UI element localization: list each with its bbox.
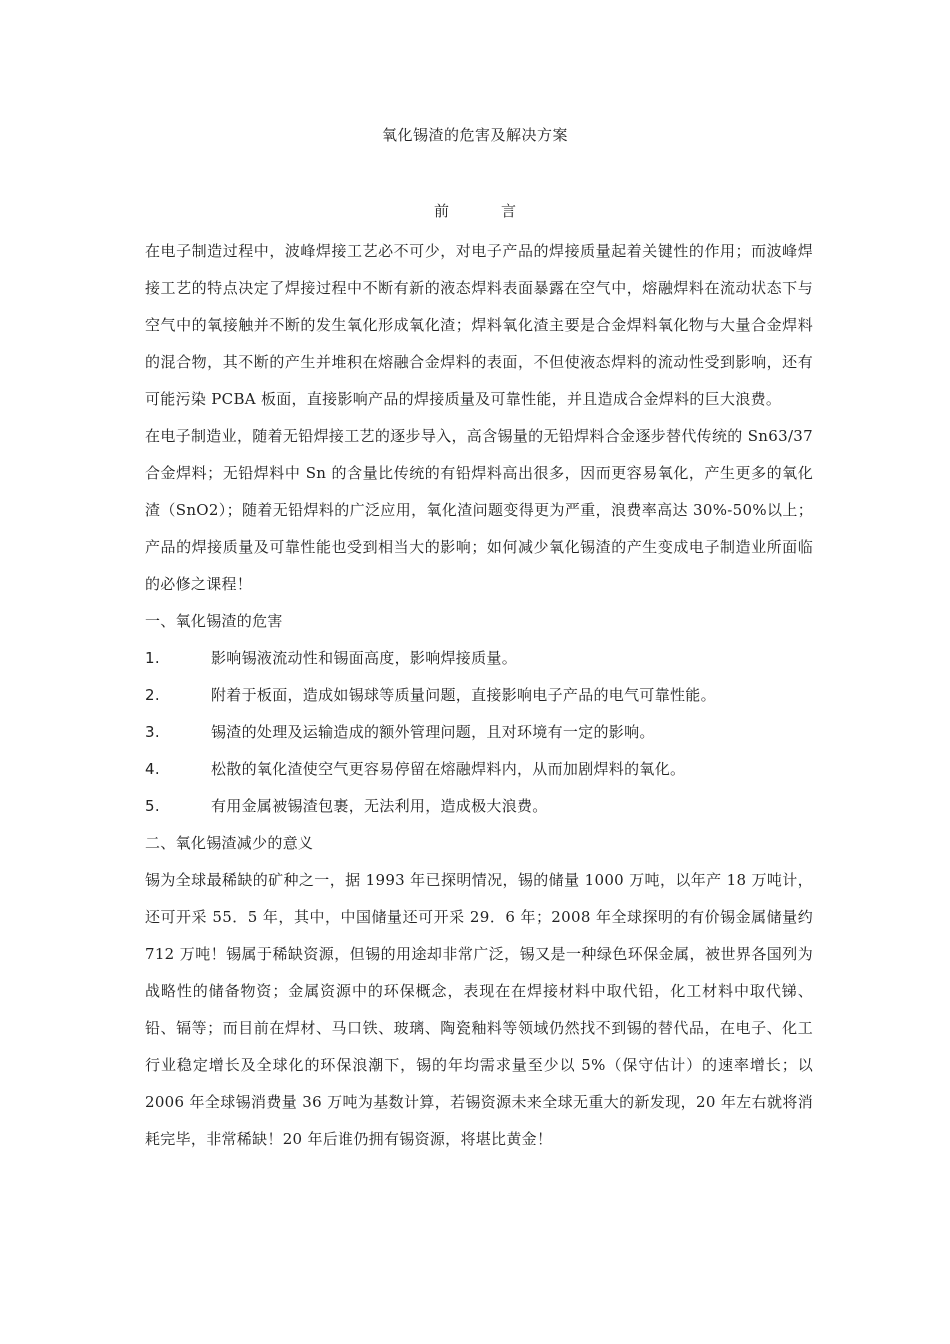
list-item-number: 1.: [145, 649, 160, 667]
list-item-number: 2.: [145, 686, 160, 704]
list-item-text: 附着于板面，造成如锡球等质量问题，直接影响电子产品的电气可靠性能。: [211, 686, 716, 704]
section-heading-hazards: 一、氧化锡渣的危害: [145, 612, 283, 630]
list-item-text: 影响锡液流动性和锡面高度，影响焊接质量。: [211, 649, 518, 667]
intro-paragraph-2: 在电子制造业，随着无铅焊接工艺的逐步导入，高含锡量的无铅焊料合金逐步替代传统的 Sn63/37 合金焊料；无铅焊料中 Sn 的含量比传统的有铅焊料高出很多，因而更容易氧化，产生更多的氧化渣（SnO2）；随着无铅焊料的广泛应用，氧化渣问题变得更为严重，浪费率高达 30%-50%以上；产品的焊接质量及可靠性能也受到相当大的影响；如何减少氧化锡渣的产生变成电子制造业所面临的必修之课程！: [145, 427, 813, 593]
list-item: [145, 788, 813, 825]
preface-char-1: 前: [433, 202, 449, 220]
list-item-number: 3.: [145, 723, 160, 741]
significance-paragraph: 锡为全球最稀缺的矿种之一，据 1993 年已探明情况，锡的储量 1000 万吨，以年产 18 万吨计，还可开采 55．5 年，其中，中国储量还可开采 29．6 年；2008 年全球探明的有价锡金属储量约 712 万吨！锡属于稀缺资源，但锡的用途却非常广泛，锡又是一种绿色环保金属，被世界各国列为战略性的储备物资；金属资源中的环保概念，表现在在焊接材料中取代铅，化工材料中取代锑、铅、镉等；而目前在焊材、马口铁、玻璃、陶瓷釉料等领域仍然找不到锡的替代品，在电子、化工行业稳定增长及全球化的环保浪潮下，锡的年均需求量至少以 5%（保守估计）的速率增长；以 2006 年全球锡消费量 36 万吨为基数计算，若锡资源未来全球无重大的新发现，20 年左右就将消耗完毕，非常稀缺！20 年后谁仍拥有锡资源，将堪比黄金！: [145, 871, 813, 1148]
intro-paragraph-1: 在电子制造过程中，波峰焊接工艺必不可少，对电子产品的焊接质量起着关键性的作用；而波峰焊接工艺的特点决定了焊接过程中不断有新的液态焊料表面暴露在空气中，熔融焊料在流动状态下与空气中的氧接触并不断的发生氧化形成氧化渣；焊料氧化渣主要是合金焊料氧化物与大量合金焊料的混合物，其不断的产生并堆积在熔融合金焊料的表面，不但使液态焊料的流动性受到影响，还有可能污染 PCBA 板面，直接影响产品的焊接质量及可靠性能，并且造成合金焊料的巨大浪费。: [145, 242, 813, 408]
list-item-number: 4.: [145, 760, 160, 778]
document-title: 氧化锡渣的危害及解决方案: [381, 126, 568, 144]
list-item: [145, 714, 813, 751]
list-item-text: 锡渣的处理及运输造成的额外管理问题，且对环境有一定的影响。: [211, 723, 655, 741]
list-item-text: 有用金属被锡渣包裹，无法利用，造成极大浪费。: [211, 797, 548, 815]
preface-heading: [0, 200, 950, 222]
list-item: [145, 751, 813, 788]
list-item: [145, 677, 813, 714]
list-item-text: 松散的氧化渣使空气更容易停留在熔融焊料内，从而加剧焊料的氧化。: [211, 760, 686, 778]
list-item-number: 5.: [145, 797, 160, 815]
preface-char-2: 言: [501, 202, 517, 220]
section-heading-significance: 二、氧化锡渣减少的意义: [145, 834, 314, 852]
document-body: [145, 233, 813, 1158]
list-item: [145, 640, 813, 677]
